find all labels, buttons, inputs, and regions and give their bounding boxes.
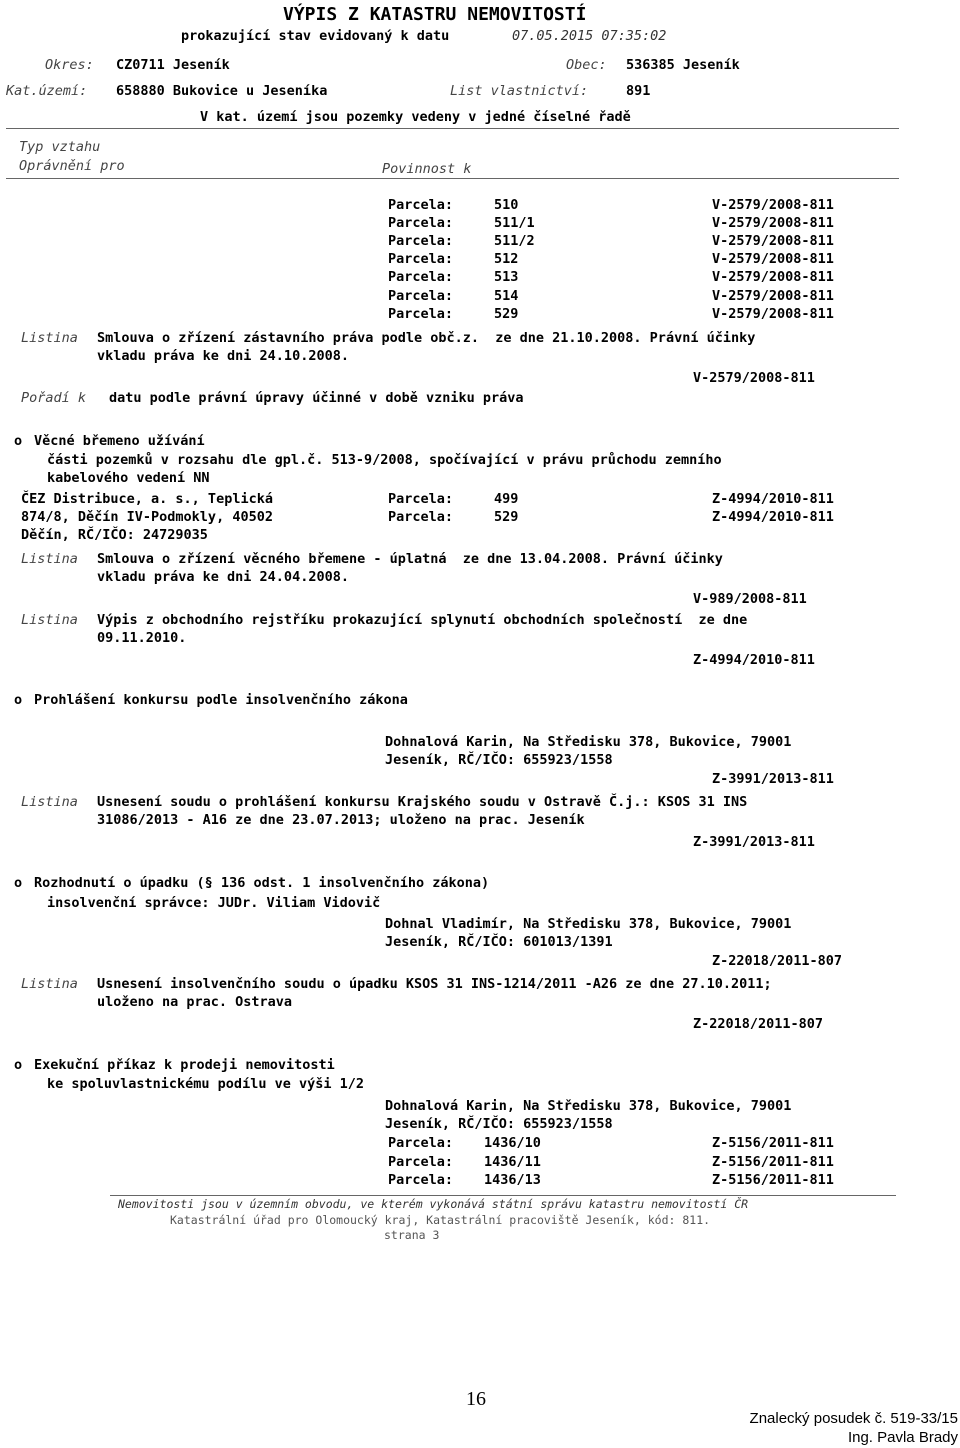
listina-label: Listina [21, 794, 78, 810]
beneficiary-line: Děčín, RČ/IČO: 24729035 [21, 527, 208, 543]
parcel-ref: V-2579/2008-811 [712, 269, 834, 285]
parcel-ref: V-2579/2008-811 [712, 233, 834, 249]
footer-page: strana 3 [384, 1228, 440, 1242]
katuzemi-value: 658880 Bukovice u Jeseníka [116, 83, 328, 99]
parcel-number: 529 [494, 306, 519, 322]
listina-text: uloženo na prac. Ostrava [97, 994, 293, 1010]
listina-ref: Z-22018/2011-807 [693, 1016, 824, 1032]
parcel-ref: Z-5156/2011-811 [712, 1135, 834, 1151]
parcel-ref: V-2579/2008-811 [712, 288, 834, 304]
page-number: 16 [466, 1388, 486, 1410]
parcel-number: 1436/11 [484, 1154, 541, 1170]
listina-text: vkladu práva ke dni 24.04.2008. [97, 569, 349, 585]
listina-text: Smlouva o zřízení věcného břemene - úplatná ze dne 13.04.2008. Právní účinky [97, 551, 723, 567]
parcel-label: Parcela: [388, 251, 454, 267]
person-line: Jeseník, RČ/IČO: 655923/1558 [385, 752, 613, 768]
parcel-ref: Z-4994/2010-811 [712, 491, 834, 507]
parcel-number: 499 [494, 491, 519, 507]
poradi-label: Pořadí k [21, 390, 87, 406]
col-typ-vztahu: Typ vztahu [19, 139, 101, 155]
footer-office: Katastrální úřad pro Olomoucký kraj, Katastrální pracoviště Jeseník, kód: 811. [170, 1213, 711, 1227]
parcel-label: Parcela: [388, 306, 454, 322]
parcel-ref: Z-5156/2011-811 [712, 1172, 834, 1188]
report-number: Znalecký posudek č. 519-33/15 [749, 1410, 958, 1427]
person-line: Jeseník, RČ/IČO: 601013/1391 [385, 934, 613, 950]
document-title: VÝPIS Z KATASTRU NEMOVITOSTÍ [283, 4, 587, 25]
listina-label: Listina [21, 612, 78, 628]
katuzemi-label: Kat.území: [6, 83, 88, 99]
poradi-text: datu podle právní úpravy účinné v době vzniku práva [109, 390, 524, 406]
footer-divider [110, 1195, 896, 1196]
entry-description: insolvenční správce: JUDr. Viliam Vidovič [47, 895, 381, 911]
parcel-label: Parcela: [388, 491, 454, 507]
parcel-label: Parcela: [388, 269, 454, 285]
parcel-ref: Z-4994/2010-811 [712, 509, 834, 525]
listina-label: Listina [21, 551, 78, 567]
obec-label: Obec: [566, 57, 607, 73]
parcel-number: 1436/10 [484, 1135, 541, 1151]
columns-divider [6, 178, 899, 179]
entry-ref: Z-3991/2013-811 [712, 771, 834, 787]
person-line: Jeseník, RČ/IČO: 655923/1558 [385, 1116, 613, 1132]
listina-text: Usnesení insolvenčního soudu o úpadku KSOS 31 INS-1214/2011 -A26 ze dne 27.10.2011; [97, 976, 772, 992]
bullet-icon: o [14, 1057, 23, 1073]
parcel-label: Parcela: [388, 1172, 454, 1188]
bullet-icon: o [14, 692, 23, 708]
parcel-label: Parcela: [388, 509, 454, 525]
document-subtitle: prokazující stav evidovaný k datu [181, 28, 450, 44]
person-line: Dohnalová Karin, Na Středisku 378, Bukovice, 79001 [385, 1098, 792, 1114]
parcel-ref: V-2579/2008-811 [712, 215, 834, 231]
listina-label: Listina [21, 330, 78, 346]
listina-text: Výpis z obchodního rejstříku prokazující splynutí obchodních společností ze dne [97, 612, 748, 628]
listina-ref: Z-3991/2013-811 [693, 834, 815, 850]
parcel-label: Parcela: [388, 197, 454, 213]
list-vlastnictvi-label: List vlastnictví: [450, 83, 589, 99]
bullet-icon: o [14, 875, 23, 891]
col-povinnost-k: Povinnost k [382, 161, 472, 177]
parcel-label: Parcela: [388, 1135, 454, 1151]
parcel-label: Parcela: [388, 288, 454, 304]
parcel-ref: V-2579/2008-811 [712, 197, 834, 213]
listina-text: 31086/2013 - A16 ze dne 23.07.2013; uloženo na prac. Jeseník [97, 812, 585, 828]
parcel-ref: V-2579/2008-811 [712, 251, 834, 267]
parcel-number: 510 [494, 197, 519, 213]
footer-jurisdiction: Nemovitosti jsou v územním obvodu, ve kterém vykonává státní správu katastru nemovitostí ČR [118, 1197, 749, 1211]
listina-text: 09.11.2010. [97, 630, 187, 646]
listina-text: vkladu práva ke dni 24.10.2008. [97, 348, 349, 364]
extract-datetime: 07.05.2015 07:35:02 [512, 28, 667, 44]
entry-title: Rozhodnutí o úpadku (§ 136 odst. 1 insolvenčního zákona) [34, 875, 490, 891]
beneficiary-line: 874/8, Děčín IV-Podmokly, 40502 [21, 509, 273, 525]
parcel-ref: Z-5156/2011-811 [712, 1154, 834, 1170]
parcel-ref: V-2579/2008-811 [712, 306, 834, 322]
report-author: Ing. Pavla Brady [847, 1429, 958, 1446]
okres-label: Okres: [45, 57, 94, 73]
parcel-label: Parcela: [388, 215, 454, 231]
entry-ref: Z-22018/2011-807 [712, 953, 843, 969]
entry-description: části pozemků v rozsahu dle gpl.č. 513-9/2008, spočívající v právu průchodu zemního [47, 452, 722, 468]
listina-text: Smlouva o zřízení zástavního práva podle obč.z. ze dne 21.10.2008. Právní účinky [97, 330, 756, 346]
bullet-icon: o [14, 433, 23, 449]
parcel-number: 512 [494, 251, 519, 267]
listina-ref: Z-4994/2010-811 [693, 652, 815, 668]
parcel-number: 514 [494, 288, 519, 304]
header-divider [6, 128, 899, 129]
person-line: Dohnalová Karin, Na Středisku 378, Bukovice, 79001 [385, 734, 792, 750]
parcel-number: 513 [494, 269, 519, 285]
parcel-label: Parcela: [388, 233, 454, 249]
parcel-number: 529 [494, 509, 519, 525]
entry-title: Věcné břemeno užívání [34, 433, 205, 449]
parcel-number: 511/1 [494, 215, 535, 231]
listina-label: Listina [21, 976, 78, 992]
entry-title: Exekuční příkaz k prodeji nemovitosti [34, 1057, 335, 1073]
obec-value: 536385 Jeseník [626, 57, 740, 73]
parcel-label: Parcela: [388, 1154, 454, 1170]
listina-text: Usnesení soudu o prohlášení konkursu Krajského soudu v Ostravě Č.j.: KSOS 31 INS [97, 794, 748, 810]
person-line: Dohnal Vladimír, Na Středisku 378, Bukovice, 79001 [385, 916, 792, 932]
list-vlastnictvi-value: 891 [626, 83, 651, 99]
entry-description: kabelového vedení NN [47, 470, 210, 486]
beneficiary-line: ČEZ Distribuce, a. s., Teplická [21, 491, 273, 507]
okres-value: CZ0711 Jeseník [116, 57, 230, 73]
entry-title: Prohlášení konkursu podle insolvenčního zákona [34, 692, 408, 708]
listina-ref: V-989/2008-811 [693, 591, 807, 607]
col-opravneni-pro: Oprávnění pro [19, 158, 125, 174]
parcel-number: 511/2 [494, 233, 535, 249]
numbering-note: V kat. území jsou pozemky vedeny v jedné číselné řadě [200, 109, 631, 125]
entry-description: ke spoluvlastnickému podílu ve výši 1/2 [47, 1076, 364, 1092]
listina-ref: V-2579/2008-811 [693, 370, 815, 386]
parcel-number: 1436/13 [484, 1172, 541, 1188]
